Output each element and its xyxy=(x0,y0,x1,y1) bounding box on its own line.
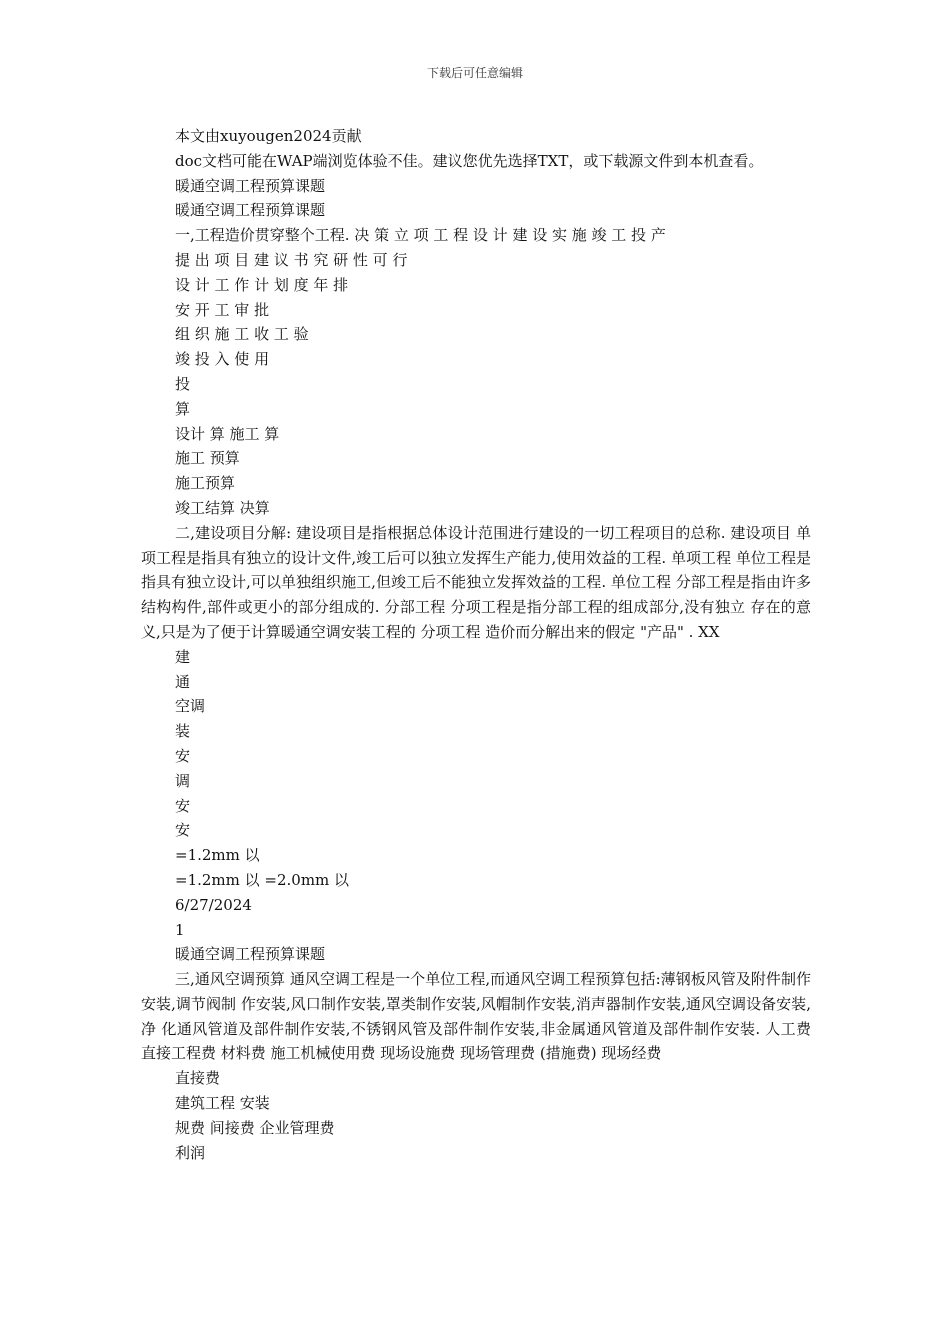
bottom-line: 规费 间接费 企业管理费 xyxy=(175,1118,335,1137)
fragment-line: 空调 xyxy=(175,697,206,716)
bottom-line: 直接费 xyxy=(175,1069,221,1088)
flow-line: 设 计 工 作 计 划 度 年 排 xyxy=(175,275,349,294)
fragment-line: =1.2mm 以 =2.0mm 以 xyxy=(175,870,350,889)
flow-line: 提 出 项 目 建 议 书 究 研 性 可 行 xyxy=(175,250,408,269)
doc-subtitle: 暖通空调工程预算课题 xyxy=(175,201,326,220)
fragment-line: 安 xyxy=(175,796,191,815)
document-body xyxy=(141,124,811,1165)
fragment-line: 安 xyxy=(175,821,191,840)
fragment-line: 装 xyxy=(175,722,191,741)
bottom-line: 利润 xyxy=(175,1143,206,1162)
section2-paragraph: 二,建设项目分解: 建设项目是指根据总体设计范围进行建设的一切工程项目的总称. 建设项目 单项工程是指具有独立的设计文件,竣工后可以独立发挥生产能力,使用效益的工程. 单项工程 单位工程是指具有独立设计,可以单独组织施工,但竣工后不能独立发挥效益的工程. 单位工程 分部工程是指由许多结构构件,部件或更小的部分组成的. 分部工程 分项工程是指分部工程的组成部分,没有独立 存在的意义,只是为了便于计算暖通空调安装工程的 分项工程 造价而分解出来的假定 "产品" . XX xyxy=(141,523,811,641)
fragment-line: 安 xyxy=(175,746,191,765)
bottom-line: 建筑工程 安装 xyxy=(175,1094,270,1113)
repeated-title: 暖通空调工程预算课题 xyxy=(175,945,326,964)
fragment-line: 调 xyxy=(175,771,191,790)
section3-paragraph: 三,通风空调预算 通风空调工程是一个单位工程,而通风空调工程预算包括:薄钢板风管及附件制作安装,调节阀制 作安装,风口制作安装,罩类制作安装,风帽制作安装,消声器制作安装,通风空调设备安装,净 化通风管道及部件制作安装,不锈钢风管及部件制作安装,非金属通风管道及部件制作安装. 人工费 直接工程费 材料费 施工机械使用费 现场设施费 现场管理费 (措施费) 现场经费 xyxy=(141,970,811,1063)
page-number: 1 xyxy=(175,920,185,939)
page-header: 下载后可任意编辑 xyxy=(426,66,523,80)
page-date: 6/27/2024 xyxy=(175,895,252,914)
fragment-line: 建 xyxy=(175,647,191,666)
flow-line: 安 开 工 审 批 xyxy=(175,300,270,319)
cost-line: 竣工结算 决算 xyxy=(175,498,270,517)
flow-line: 组 织 施 工 收 工 验 xyxy=(175,325,309,344)
contributor-line: 本文由xuyougen2024贡献 xyxy=(175,127,362,145)
fragment-line: =1.2mm 以 xyxy=(175,846,260,865)
cost-line: 算 xyxy=(175,399,191,418)
cost-line: 施工预算 xyxy=(175,474,236,493)
cost-line: 施工 预算 xyxy=(175,449,240,468)
flow-line: 竣 投 入 使 用 xyxy=(175,350,270,369)
doc-title: 暖通空调工程预算课题 xyxy=(175,176,326,195)
cost-line: 投 xyxy=(175,374,191,393)
section1-heading: 一,工程造价贯穿整个工程. 决 策 立 项 工 程 设 计 建 设 实 施 竣 工 投 产 xyxy=(175,226,666,245)
fragment-line: 通 xyxy=(175,672,191,691)
wap-notice: doc文档可能在WAP端浏览体验不佳。建议您优先选择TXT，或下载源文件到本机查看。 xyxy=(175,151,764,170)
cost-line: 设计 算 施工 算 xyxy=(175,424,280,443)
